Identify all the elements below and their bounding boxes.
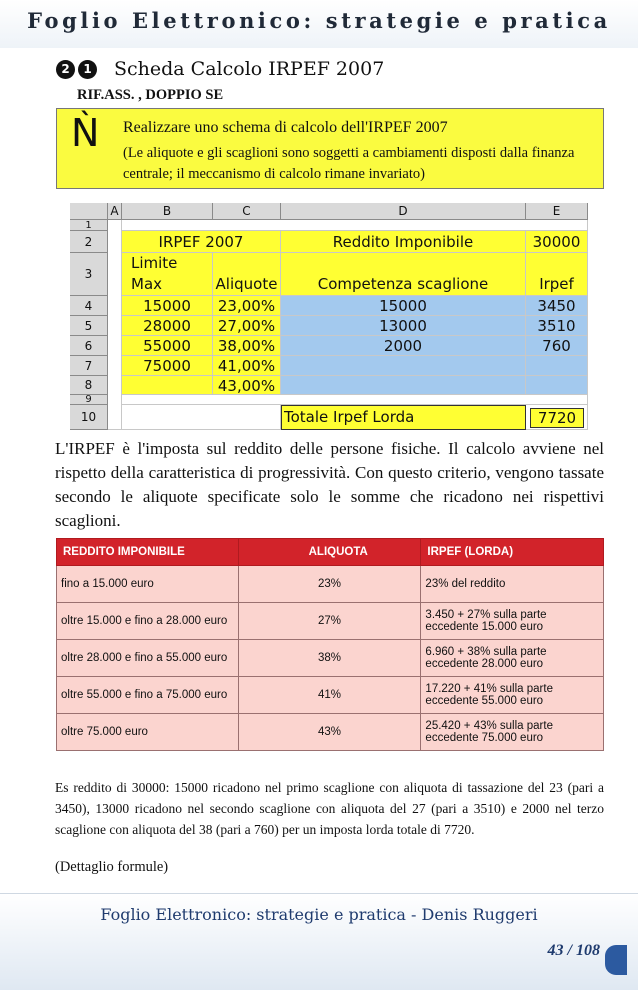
row-10-blank xyxy=(122,405,281,430)
col-header-a: A xyxy=(108,203,122,220)
aliquota-cell: 23% xyxy=(238,566,421,603)
row-header: 8 xyxy=(70,376,108,395)
page-tab-marker xyxy=(605,945,627,975)
aliquota-cell: 38% xyxy=(238,640,421,677)
col-header: REDDITO IMPONIBILE xyxy=(57,539,239,566)
aliquota-cell: 41% xyxy=(238,677,421,714)
competenza-cell xyxy=(281,376,526,395)
formula-detail-note: (Dettaglio formule) xyxy=(55,859,169,875)
section-heading xyxy=(56,56,384,82)
reddito-cell: oltre 55.000 e fino a 75.000 euro xyxy=(57,677,239,714)
footer-title: Foglio Elettronico: strategie e pratica - Denis Ruggeri xyxy=(100,905,538,924)
row-header: 3 xyxy=(70,253,108,296)
competenza-cell: 15000 xyxy=(281,296,526,316)
table-row xyxy=(57,640,604,677)
aliquota-cell: 23,00% xyxy=(213,296,281,316)
scaglione-cell: 15000 xyxy=(122,296,213,316)
table-row xyxy=(57,603,604,640)
scaglione-cell: 75000 xyxy=(122,356,213,376)
col-header: ALIQUOTA xyxy=(238,539,421,566)
irpef-cell: 6.960 + 38% sulla parte eccedente 28.000 euro xyxy=(421,640,604,677)
reddito-cell: fino a 15.000 euro xyxy=(57,566,239,603)
competenza-cell: 13000 xyxy=(281,316,526,336)
intro-text: L'IRPEF è l'imposta sul reddito delle persone fisiche. Il calcolo avviene nel rispetto della caratteristica di progressività. Con questo criterio, vengono tassate secondo le aliquote specificate solo le somme che ricadono nei rispettivi scaglioni. xyxy=(55,439,604,530)
hdr-competenza-cell: Competenza scaglione xyxy=(281,253,526,296)
aliquota-cell: 43% xyxy=(238,714,421,751)
competenza-cell xyxy=(281,356,526,376)
scaglione-cell: 28000 xyxy=(122,316,213,336)
hdr-limite-text: Limite Max xyxy=(131,254,178,293)
scaglione-cell: 55000 xyxy=(122,336,213,356)
aliquota-cell: 27,00% xyxy=(213,316,281,336)
row-header: 9 xyxy=(70,395,108,405)
scaglione-cell xyxy=(122,376,213,395)
page-number: 43 / 108 xyxy=(547,942,600,959)
col-a-cells xyxy=(108,220,122,430)
row-header: 6 xyxy=(70,336,108,356)
aliquota-cell: 41,00% xyxy=(213,356,281,376)
note-task: Realizzare uno schema di calcolo dell'IRPEF 2007 xyxy=(123,119,448,136)
row-header: 4 xyxy=(70,296,108,316)
table-header-row xyxy=(57,539,604,566)
hdr-scaglioni-cell xyxy=(122,253,213,296)
irpef-cell: 3510 xyxy=(526,316,588,336)
spreadsheet-example xyxy=(70,203,588,430)
aliquota-cell: 38,00% xyxy=(213,336,281,356)
sheet-corner xyxy=(70,203,108,220)
aliquota-cell: 43,00% xyxy=(213,376,281,395)
row-header: 7 xyxy=(70,356,108,376)
irpef-cell xyxy=(526,376,588,395)
row-1-blank xyxy=(122,220,588,231)
example-paragraph: Es reddito di 30000: 15000 ricadono nel primo scaglione con aliquota di tassazione del 23 (pari a 3450), 13000 ricadono nel secondo scaglione con aliquota del 27 (pari a 3510) e 2000 nel terzo scaglione con aliquota del 38 (pari a 760) per un imposta lorda totale di 7720. xyxy=(55,780,604,837)
competenza-cell: 2000 xyxy=(281,336,526,356)
row-9-blank xyxy=(122,395,588,405)
reddito-cell: oltre 28.000 e fino a 55.000 euro xyxy=(57,640,239,677)
row-header: 10 xyxy=(70,405,108,430)
exercise-note xyxy=(56,108,604,189)
note-remark: (Le aliquote e gli scaglioni sono soggetti a cambiamenti disposti dalla finanza centrale; il meccanismo di calcolo rimane invariato) xyxy=(123,145,575,182)
book-title: Foglio Elettronico: strategie e pratica xyxy=(27,8,611,33)
col-header: IRPEF (LORDA) xyxy=(421,539,604,566)
irpef-cell: 25.420 + 43% sulla parte eccedente 75.000 euro xyxy=(421,714,604,751)
row-header: 5 xyxy=(70,316,108,336)
totale-value-cell: 7720 xyxy=(530,408,584,428)
note-glyph: Ǹ xyxy=(71,111,100,155)
col-header-d: D xyxy=(281,203,526,220)
totale-label-cell: Totale Irpef Lorda xyxy=(281,405,526,430)
irpef-cell xyxy=(526,356,588,376)
section-title: Scheda Calcolo IRPEF 2007 xyxy=(114,58,385,80)
irpef-cell: 3450 xyxy=(526,296,588,316)
irpef-cell: 23% del reddito xyxy=(421,566,604,603)
reddito-cell: oltre 75.000 euro xyxy=(57,714,239,751)
section-subtitle: RIF.ASS. , DOPPIO SE xyxy=(77,87,224,103)
row-header: 2 xyxy=(70,231,108,253)
sheet-title-cell: IRPEF 2007 xyxy=(122,231,281,253)
reddito-value-cell: 30000 xyxy=(526,231,588,253)
irpef-cell: 760 xyxy=(526,336,588,356)
col-header-c: C xyxy=(213,203,281,220)
table-row xyxy=(57,677,604,714)
table-row xyxy=(57,714,604,751)
col-header-e: E xyxy=(526,203,588,220)
reddito-cell: oltre 15.000 e fino a 28.000 euro xyxy=(57,603,239,640)
intro-paragraph xyxy=(55,437,604,533)
row-header: 1 xyxy=(70,220,108,231)
hdr-aliquote-cell: Aliquote xyxy=(213,253,281,296)
irpef-cell: 17.220 + 41% sulla parte eccedente 55.000 euro xyxy=(421,677,604,714)
col-header-b: B xyxy=(122,203,213,220)
aliquota-cell: 27% xyxy=(238,603,421,640)
irpef-cell: 3.450 + 27% sulla parte eccedente 15.000 euro xyxy=(421,603,604,640)
table-row xyxy=(57,566,604,603)
section-badge-1: 1 xyxy=(78,60,97,79)
hdr-irpef-cell: Irpef xyxy=(526,253,588,296)
reddito-label-cell: Reddito Imponibile xyxy=(281,231,526,253)
section-badge-2: 2 xyxy=(56,60,75,79)
tax-brackets-table xyxy=(56,538,604,751)
